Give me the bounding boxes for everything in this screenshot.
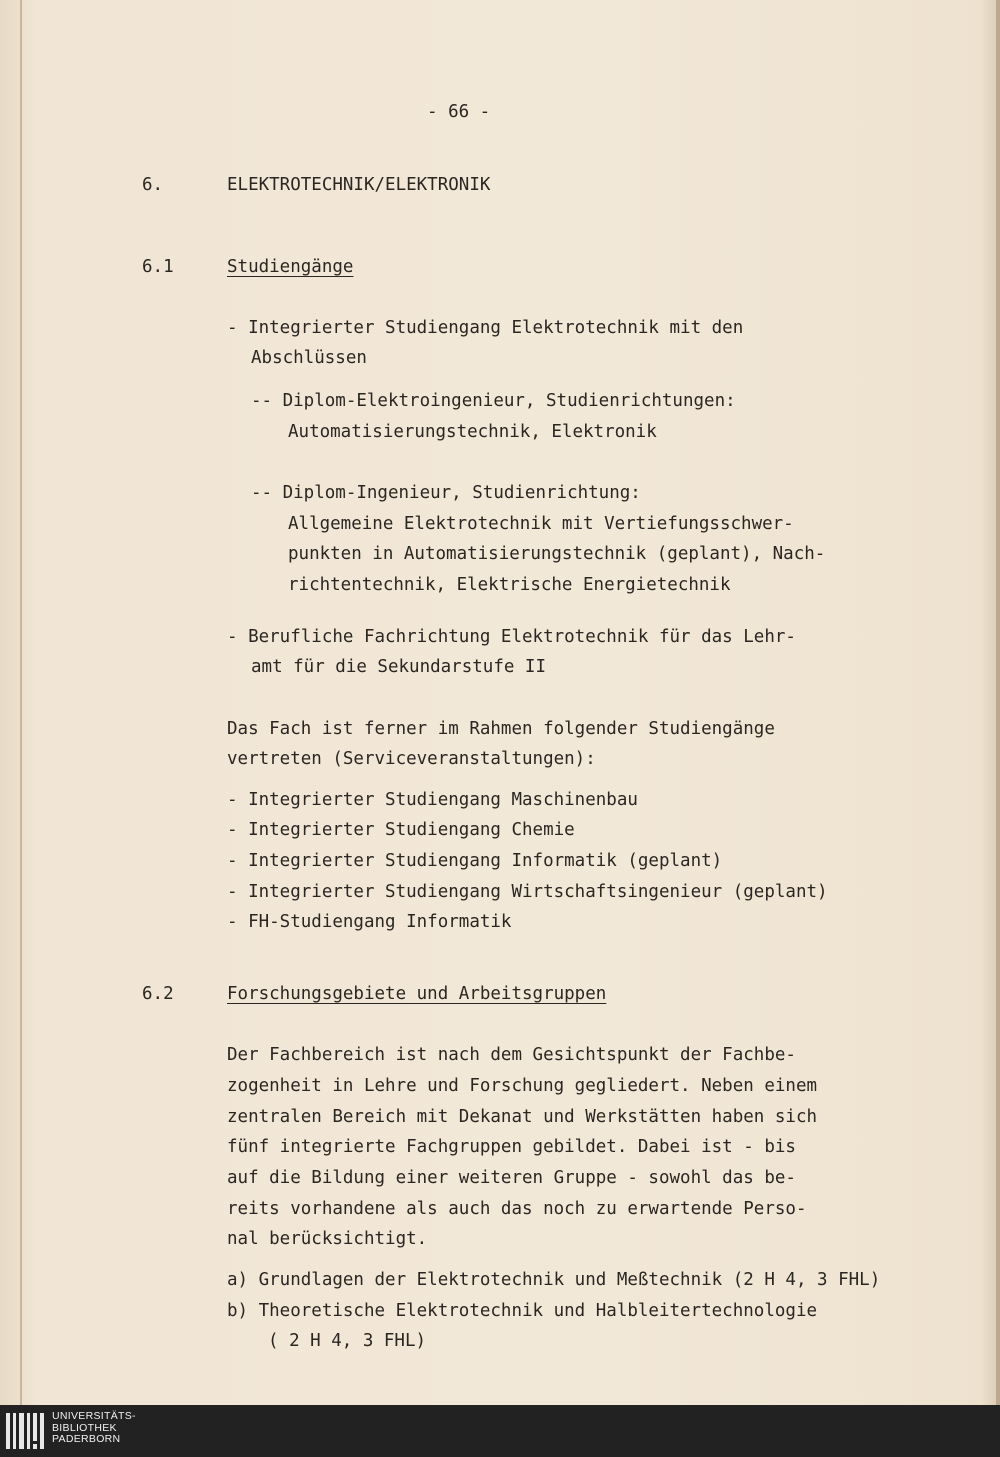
subsection-title: Forschungsgebiete und Arbeitsgruppen xyxy=(227,984,607,1004)
text-line: Allgemeine Elektrotechnik mit Vertiefungsschwer- xyxy=(288,514,794,534)
paragraph-line: reits vorhandene als auch das noch zu erwartende Perso- xyxy=(227,1199,807,1219)
page-number: - 66 - xyxy=(427,102,491,122)
text-line: - Integrierter Studiengang Elektrotechnik mit den xyxy=(227,318,744,338)
text-line: - Integrierter Studiengang Wirtschaftsingenieur (geplant) xyxy=(227,882,828,902)
text-line: vertreten (Serviceveranstaltungen): xyxy=(227,749,596,769)
text-line: - Integrierter Studiengang Informatik (geplant) xyxy=(227,851,723,871)
text-line: Abschlüssen xyxy=(251,348,367,368)
text-line: Automatisierungstechnik, Elektronik xyxy=(288,422,657,442)
paragraph-line: auf die Bildung einer weiteren Gruppe - sowohl das be- xyxy=(227,1168,796,1188)
paragraph-line: zogenheit in Lehre und Forschung gegliedert. Neben einem xyxy=(227,1076,818,1096)
paragraph-line: zentralen Bereich mit Dekanat und Werkstätten haben sich xyxy=(227,1107,818,1127)
text-line: punkten in Automatisierungstechnik (geplant), Nach- xyxy=(288,544,826,564)
list-item: a) Grundlagen der Elektrotechnik und Meßtechnik (2 H 4, 3 FHL) xyxy=(227,1270,881,1290)
logo-line: BIBLIOTHEK xyxy=(52,1421,117,1434)
library-logo-icon xyxy=(6,1411,46,1451)
subsection-title: Studiengänge xyxy=(227,257,354,277)
text-line: - FH-Studiengang Informatik xyxy=(227,912,512,932)
paragraph-line: nal berücksichtigt. xyxy=(227,1229,428,1249)
text-line: amt für die Sekundarstufe II xyxy=(251,657,547,677)
text-line: - Integrierter Studiengang Maschinenbau xyxy=(227,790,638,810)
text-line: -- Diplom-Elektroingenieur, Studienrichtungen: xyxy=(251,391,736,411)
logo-line: PADERBORN xyxy=(52,1433,121,1445)
library-logo-text xyxy=(52,1411,136,1446)
section-number: 6. xyxy=(142,175,164,195)
subsection-number: 6.1 xyxy=(142,257,174,277)
list-item: b) Theoretische Elektrotechnik und Halbleitertechnologie xyxy=(227,1301,818,1321)
text-line: - Integrierter Studiengang Chemie xyxy=(227,820,575,840)
text-line: Das Fach ist ferner im Rahmen folgender Studiengänge xyxy=(227,719,775,739)
paragraph-line: fünf integrierte Fachgruppen gebildet. Dabei ist - bis xyxy=(227,1137,796,1157)
text-line: -- Diplom-Ingenieur, Studienrichtung: xyxy=(251,483,641,503)
page-right-edge xyxy=(996,0,1000,1405)
list-item: ( 2 H 4, 3 FHL) xyxy=(268,1331,427,1351)
page-binding-edge xyxy=(20,0,22,1405)
text-line: - Berufliche Fachrichtung Elektrotechnik für das Lehr- xyxy=(227,627,796,647)
library-footer-bar xyxy=(0,1405,1000,1457)
paragraph-line: Der Fachbereich ist nach dem Gesichtspunkt der Fachbe- xyxy=(227,1045,796,1065)
subsection-number: 6.2 xyxy=(142,984,174,1004)
logo-line: UNIVERSITÄTS- xyxy=(52,1410,136,1422)
text-line: richtentechnik, Elektrische Energietechnik xyxy=(288,575,731,595)
section-title: ELEKTROTECHNIK/ELEKTRONIK xyxy=(227,175,491,195)
